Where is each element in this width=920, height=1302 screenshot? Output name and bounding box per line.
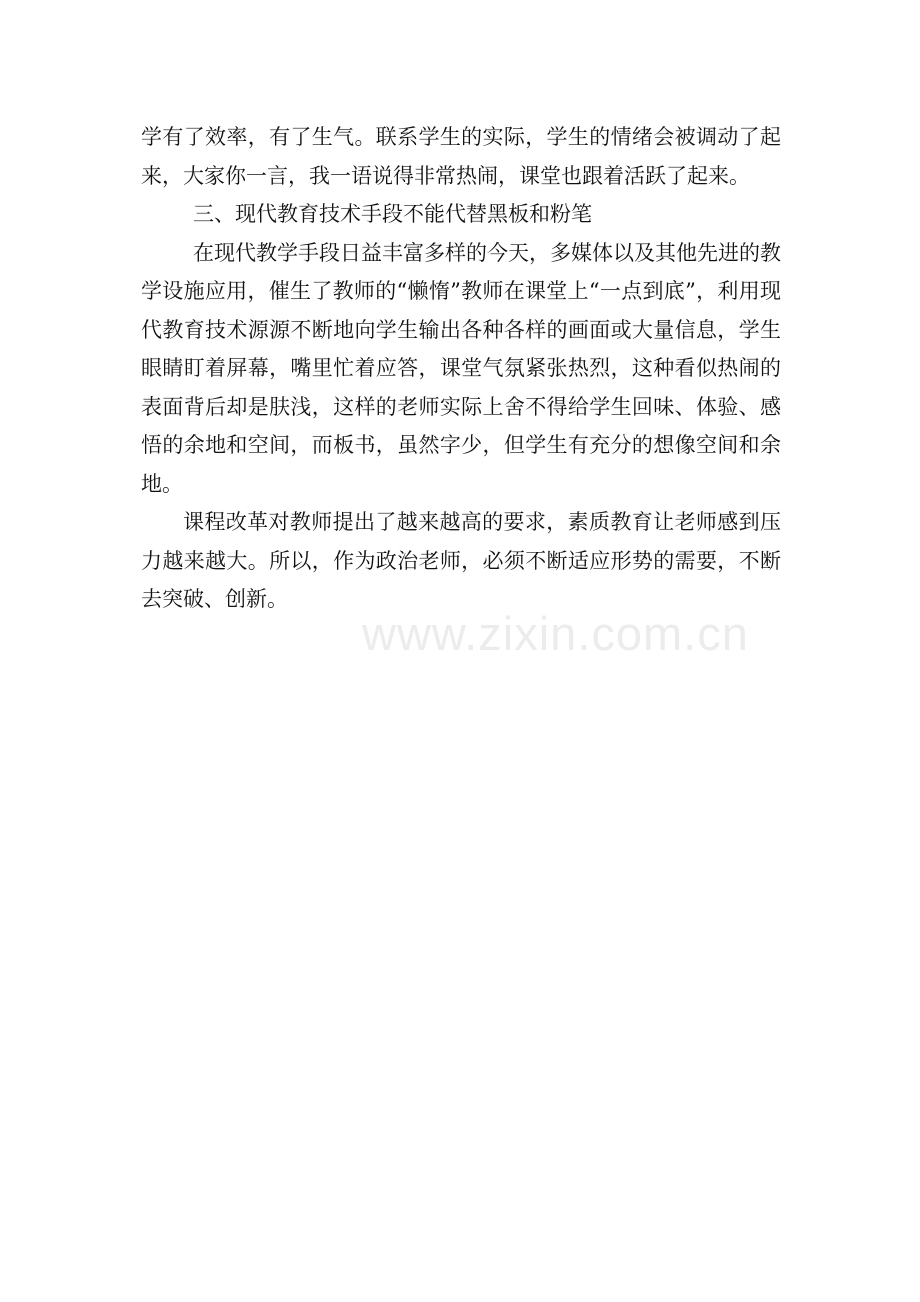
paragraph-continuation: 学有了效率，有了生气。联系学生的实际，学生的情绪会被调动了起来，大家你一言，我一语说得非常热闹，课堂也跟着活跃了起来。: [141, 125, 781, 188]
paragraph-conclusion: 课程改革对教师提出了越来越高的要求，素质教育让老师感到压力越来越大。所以，作为政治老师，必须不断适应形势的需要，不断去突破、创新。: [141, 510, 781, 611]
paragraph-body: 在现代教学手段日益丰富多样的今天，多媒体以及其他先进的教学设施应用，催生了教师的“懒惰”教师在课堂上“一点到底”，利用现代教育技术源源不断地向学生输出各种各样的画面或大量信息，学生眼睛盯着屏幕，嘴里忙着应答，课堂气氛紧张热烈，这种看似热闹的表面背后却是肤浅，这样的老师实际上舍不得给学生回味、体验、感悟的余地和空间，而板书，虽然字少，但学生有充分的想像空间和余地。: [141, 240, 781, 496]
watermark: www.zixin.com.cn: [362, 607, 749, 660]
section-heading: 三、现代教育技术手段不能代替黑板和粉笔: [193, 202, 592, 226]
document-body: [141, 118, 781, 619]
